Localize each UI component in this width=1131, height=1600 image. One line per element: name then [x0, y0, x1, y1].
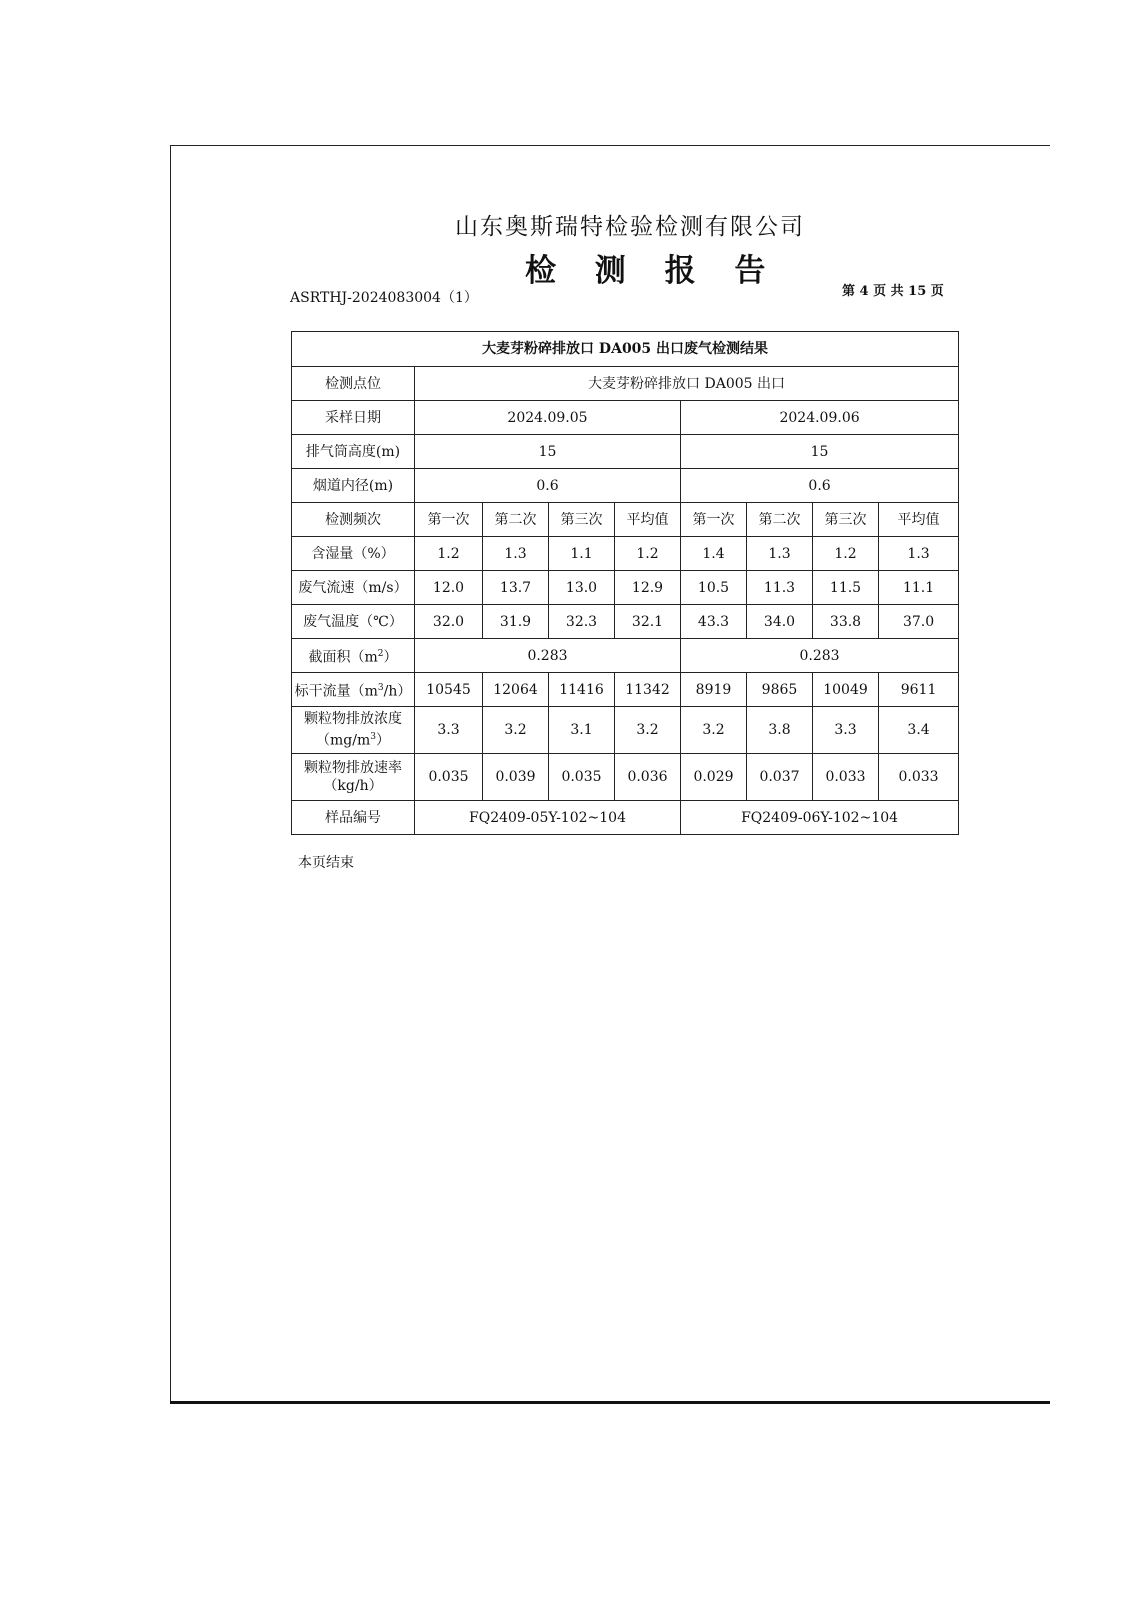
row-label: 检测点位	[292, 367, 415, 401]
report-title: 检 测 报 告	[525, 253, 780, 289]
table-cell: 33.8	[813, 605, 879, 639]
row-label-area	[292, 639, 415, 673]
area-label-end: ）	[383, 649, 398, 666]
table-cell: 3.2	[681, 707, 747, 754]
table-row	[292, 673, 959, 707]
table-cell: 12.9	[615, 571, 681, 605]
table-cell: 9611	[879, 673, 959, 707]
table-cell: 32.0	[415, 605, 483, 639]
company-name: 山东奥斯瑞特检验检测有限公司	[455, 214, 805, 240]
table-cell: 15	[681, 435, 959, 469]
table-cell: 11342	[615, 673, 681, 707]
table-cell: 平均值	[615, 503, 681, 537]
table-cell: 9865	[747, 673, 813, 707]
row-label: 废气温度（℃）	[292, 605, 415, 639]
pm-conc-label-text: （mg/m	[316, 732, 371, 749]
table-row	[292, 537, 959, 571]
table-row	[292, 503, 959, 537]
table-row	[292, 401, 959, 435]
pm-rate-label-line2: （kg/h）	[323, 778, 383, 794]
row-label: 含湿量（%）	[292, 537, 415, 571]
table-cell: 第二次	[747, 503, 813, 537]
table-cell: 12064	[483, 673, 549, 707]
table-cell: 10545	[415, 673, 483, 707]
table-cell: 32.3	[549, 605, 615, 639]
table-cell: 13.7	[483, 571, 549, 605]
table-cell: 3.3	[813, 707, 879, 754]
table-cell: 15	[415, 435, 681, 469]
flow-label-sup: 3	[377, 682, 384, 693]
area-label-sup: 2	[377, 648, 384, 659]
pm-conc-label-line2	[292, 728, 414, 750]
table-cell: 0.036	[615, 754, 681, 801]
results-table-wrapper	[291, 331, 958, 835]
row-label: 烟道内径(m)	[292, 469, 415, 503]
table-cell: 1.2	[415, 537, 483, 571]
report-number: ASRTHJ-2024083004（1）	[290, 290, 478, 306]
table-cell: 11.1	[879, 571, 959, 605]
row-label: 采样日期	[292, 401, 415, 435]
table-cell: 11.3	[747, 571, 813, 605]
table-row	[292, 605, 959, 639]
table-cell: 第三次	[813, 503, 879, 537]
table-title-row	[292, 332, 959, 367]
table-cell: 10049	[813, 673, 879, 707]
page-frame-bottom	[170, 1401, 1050, 1404]
row-label: 检测频次	[292, 503, 415, 537]
table-cell: 31.9	[483, 605, 549, 639]
table-cell: 平均值	[879, 503, 959, 537]
table-cell: 11416	[549, 673, 615, 707]
pm-rate-label-line1: 颗粒物排放速率	[304, 760, 402, 776]
row-label: 样品编号	[292, 801, 415, 835]
flow-label-end: /h）	[383, 683, 412, 700]
table-cell: 0.033	[813, 754, 879, 801]
table-row	[292, 801, 959, 835]
row-label-flow	[292, 673, 415, 707]
area-label-text: 截面积（m	[308, 649, 378, 666]
sample-id-cell: FQ2409-05Y-102~104	[415, 801, 681, 835]
page-end-note: 本页结束	[298, 855, 354, 871]
table-cell: 0.283	[415, 639, 681, 673]
sample-id-cell: FQ2409-06Y-102~104	[681, 801, 959, 835]
table-cell: 3.2	[483, 707, 549, 754]
table-cell: 1.2	[813, 537, 879, 571]
table-cell: 3.3	[415, 707, 483, 754]
pm-conc-label-sup: 3	[370, 732, 376, 743]
table-cell: 0.037	[747, 754, 813, 801]
table-cell: 8919	[681, 673, 747, 707]
table-cell: 37.0	[879, 605, 959, 639]
table-cell: 11.5	[813, 571, 879, 605]
table-cell: 0.6	[415, 469, 681, 503]
table-cell: 3.1	[549, 707, 615, 754]
table-cell: 第二次	[483, 503, 549, 537]
table-cell: 第一次	[681, 503, 747, 537]
table-cell: 43.3	[681, 605, 747, 639]
table-cell: 0.035	[549, 754, 615, 801]
table-row	[292, 469, 959, 503]
table-cell: 1.2	[615, 537, 681, 571]
table-cell: 3.2	[615, 707, 681, 754]
table-cell: 3.8	[747, 707, 813, 754]
table-row	[292, 639, 959, 673]
table-cell: 0.035	[415, 754, 483, 801]
location-value: 大麦芽粉碎排放口 DA005 出口	[415, 367, 959, 401]
table-cell: 0.283	[681, 639, 959, 673]
row-label-pm-rate	[292, 754, 415, 801]
table-title: 大麦芽粉碎排放口 DA005 出口废气检测结果	[292, 332, 959, 367]
row-label-pm-conc	[292, 707, 415, 754]
page-frame-top	[170, 145, 1050, 146]
table-cell: 1.4	[681, 537, 747, 571]
table-cell: 12.0	[415, 571, 483, 605]
table-cell: 0.6	[681, 469, 959, 503]
table-cell: 34.0	[747, 605, 813, 639]
table-cell: 3.4	[879, 707, 959, 754]
table-cell: 1.3	[879, 537, 959, 571]
table-row	[292, 707, 959, 754]
flow-label-text: 标干流量（m	[294, 683, 378, 700]
pm-conc-label-end: ）	[375, 732, 390, 749]
results-table	[291, 331, 959, 835]
table-cell: 0.029	[681, 754, 747, 801]
page-info: 第 4 页 共 15 页	[842, 284, 944, 299]
table-cell: 0.039	[483, 754, 549, 801]
table-cell: 第一次	[415, 503, 483, 537]
date-cell: 2024.09.06	[681, 401, 959, 435]
table-cell: 0.033	[879, 754, 959, 801]
date-cell: 2024.09.05	[415, 401, 681, 435]
page-frame-left	[170, 145, 171, 1403]
table-cell: 第三次	[549, 503, 615, 537]
table-cell: 32.1	[615, 605, 681, 639]
table-cell: 1.1	[549, 537, 615, 571]
table-cell: 1.3	[483, 537, 549, 571]
table-row	[292, 367, 959, 401]
row-label: 排气筒高度(m)	[292, 435, 415, 469]
table-row	[292, 571, 959, 605]
row-label: 废气流速（m/s）	[292, 571, 415, 605]
table-cell: 1.3	[747, 537, 813, 571]
pm-conc-label-line1: 颗粒物排放浓度	[304, 711, 402, 728]
table-cell: 10.5	[681, 571, 747, 605]
table-row	[292, 754, 959, 801]
table-cell: 13.0	[549, 571, 615, 605]
table-row	[292, 435, 959, 469]
